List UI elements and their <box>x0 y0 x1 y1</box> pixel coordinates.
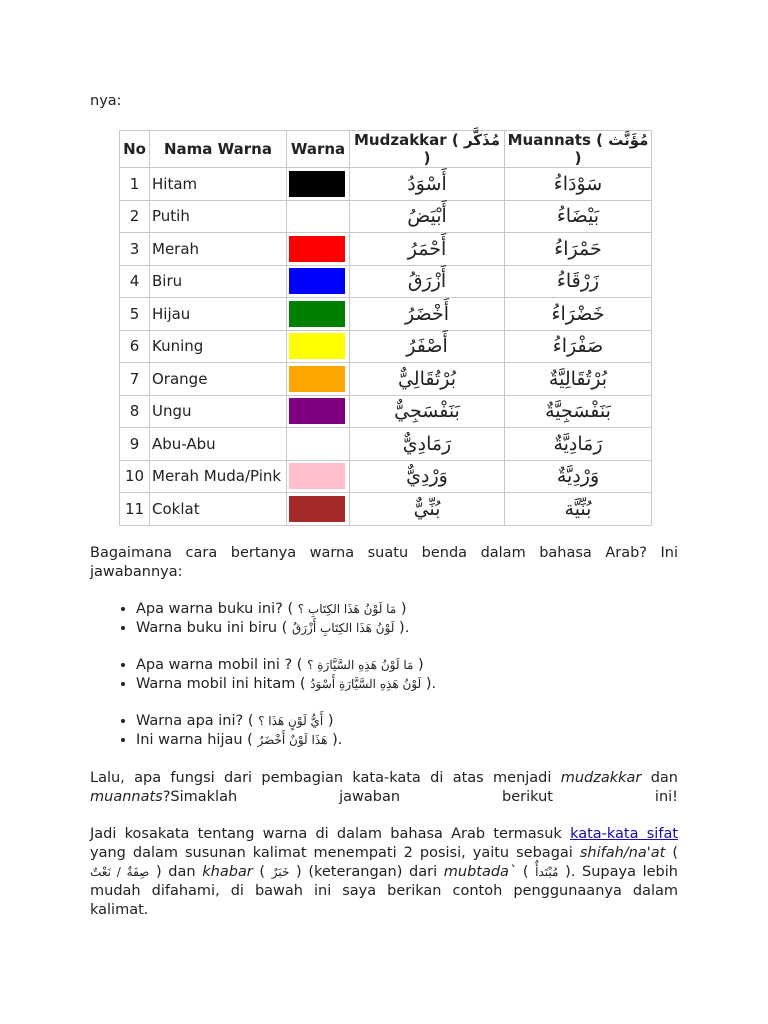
color-name: Biru <box>150 265 287 298</box>
color-name: Kuning <box>150 330 287 363</box>
color-swatch-cell <box>287 460 350 493</box>
color-swatch <box>289 236 345 262</box>
question-intro-text: Bagaimana cara bertanya warna suatu benda dalam bahasa Arab? Ini jawabannya: <box>90 545 678 580</box>
muannats-word: بُنِّيَّة <box>505 493 652 526</box>
color-swatch-cell <box>287 363 350 396</box>
muannats-word: رَمَادِيَّةٌ <box>505 428 652 461</box>
color-swatch-cell <box>287 330 350 363</box>
mudzakkar-word: رَمَادِيٌّ <box>350 428 505 461</box>
color-swatch <box>289 463 345 489</box>
mudzakkar-word: أَزْرَقُ <box>350 265 505 298</box>
color-name: Merah <box>150 233 287 266</box>
color-swatch <box>289 268 345 294</box>
mudzakkar-word: بُنِّيٌّ <box>350 493 505 526</box>
color-name: Ungu <box>150 395 287 428</box>
table-row <box>120 200 652 233</box>
color-table <box>119 130 652 526</box>
row-number: 3 <box>120 233 150 266</box>
header-no: No <box>120 131 150 168</box>
table-row <box>120 168 652 201</box>
link-kata-sifat[interactable]: kata-kata sifat <box>570 826 679 842</box>
table-row <box>120 233 652 266</box>
color-swatch-cell <box>287 428 350 461</box>
muannats-word: سَوْدَاءُ <box>505 168 652 201</box>
color-swatch-cell <box>287 493 350 526</box>
mudzakkar-word: بُرْتُقَالِيٌّ <box>350 363 505 396</box>
color-name: Abu-Abu <box>150 428 287 461</box>
table-row <box>120 265 652 298</box>
color-swatch <box>289 203 345 229</box>
row-number: 1 <box>120 168 150 201</box>
mudzakkar-word: أَسْوَدُ <box>350 168 505 201</box>
color-swatch-cell <box>287 265 350 298</box>
muannats-word: وَرْدِيَّةٌ <box>505 460 652 493</box>
color-name: Hijau <box>150 298 287 331</box>
paragraph-function: Lalu, apa fungsi dari pembagian kata-kata di atas menjadi mudzakkar dan muannats?Simaklah jawaban berikut ini! <box>90 770 678 805</box>
muannats-word: حَمْرَاءُ <box>505 233 652 266</box>
color-name: Merah Muda/Pink <box>150 460 287 493</box>
mudzakkar-word: أَحْمَرُ <box>350 233 505 266</box>
color-swatch-cell <box>287 233 350 266</box>
header-color-name: Nama Warna <box>150 131 287 168</box>
header-color-swatch: Warna <box>287 131 350 168</box>
color-swatch-cell <box>287 395 350 428</box>
color-name: Putih <box>150 200 287 233</box>
muannats-word: بُرْتُقَالِيَّةٌ <box>505 363 652 396</box>
question-intro <box>90 544 678 582</box>
row-number: 11 <box>120 493 150 526</box>
row-number: 2 <box>120 200 150 233</box>
row-number: 6 <box>120 330 150 363</box>
muannats-word: خَضْرَاءُ <box>505 298 652 331</box>
qa-group-2 <box>90 656 436 694</box>
color-swatch <box>289 431 345 457</box>
color-swatch <box>289 333 345 359</box>
qa-item: • Ini warna hijau ( هَذَا لَوْنٌ أَخْضَرُ ). <box>136 731 342 750</box>
table-header-row <box>120 131 652 168</box>
header-mudzakkar: Mudzakkar ( مُذَكَّر ) <box>350 131 505 168</box>
table-row <box>120 460 652 493</box>
table-row <box>120 428 652 461</box>
row-number: 7 <box>120 363 150 396</box>
muannats-word: بَيْضَاءُ <box>505 200 652 233</box>
color-swatch <box>289 366 345 392</box>
color-swatch-cell <box>287 298 350 331</box>
table-row <box>120 363 652 396</box>
color-name: Orange <box>150 363 287 396</box>
mudzakkar-word: وَرْدِيٌّ <box>350 460 505 493</box>
intro-text: nya: <box>90 93 122 109</box>
qa-item: • Apa warna mobil ini ? ( مَا لَوْنُ هَذِهِ السَّيَّارَةِ ؟ ) <box>136 656 436 675</box>
qa-item: • Warna buku ini biru ( لَوْنُ هَذَا الكِتَابِ أَزْرَقُ ). <box>136 619 409 638</box>
color-name: Hitam <box>150 168 287 201</box>
qa-item: • Warna mobil ini hitam ( لَوْنُ هَذِهِ السَّيَّارَةِ أَسْوَدُ ). <box>136 675 436 694</box>
row-number: 9 <box>120 428 150 461</box>
muannats-word: بَنَفْسَجِيَّةٌ <box>505 395 652 428</box>
color-swatch <box>289 301 345 327</box>
mudzakkar-word: أَبْيَضُ <box>350 200 505 233</box>
mudzakkar-word: أَخْضَرُ <box>350 298 505 331</box>
table-row <box>120 493 652 526</box>
paragraph-adjectives: Jadi kosakata tentang warna di dalam bahasa Arab termasuk kata-kata sifat yang dalam susunan kalimat menempati 2 posisi, yaitu sebagai shifah/na'at ( صِفَةٌ / نَعْتٌ ) dan khabar ( خَبَرٌ ) (keterangan) dari mubtada` ( مُبْتَدأٌ ). Supaya lebih mudah difahami, di bawah ini saya berikan contoh penggunaanya dalam kalimat. <box>90 826 679 918</box>
table-row <box>120 298 652 331</box>
color-swatch <box>289 496 345 522</box>
row-number: 4 <box>120 265 150 298</box>
qa-group-3 <box>90 712 342 750</box>
qa-item: • Warna apa ini? ( أَيُّ لَوْنٍ هَذَا ؟ ) <box>136 712 342 731</box>
mudzakkar-word: بَنَفْسَجِيٌّ <box>350 395 505 428</box>
mudzakkar-word: أَصْفَرُ <box>350 330 505 363</box>
color-swatch-cell <box>287 168 350 201</box>
muannats-word: صَفْرَاءُ <box>505 330 652 363</box>
color-name: Coklat <box>150 493 287 526</box>
row-number: 10 <box>120 460 150 493</box>
muannats-word: زَرْقَاءُ <box>505 265 652 298</box>
header-muannats: Muannats ( مُؤَنَّث ) <box>505 131 652 168</box>
qa-group-1 <box>90 600 409 638</box>
color-swatch <box>289 398 345 424</box>
color-swatch-cell <box>287 200 350 233</box>
table-row <box>120 330 652 363</box>
row-number: 5 <box>120 298 150 331</box>
table-row <box>120 395 652 428</box>
qa-item: • Apa warna buku ini? ( مَا لَوْنُ هَذَا الكِتَابِ ؟ ) <box>136 600 409 619</box>
row-number: 8 <box>120 395 150 428</box>
color-swatch <box>289 171 345 197</box>
